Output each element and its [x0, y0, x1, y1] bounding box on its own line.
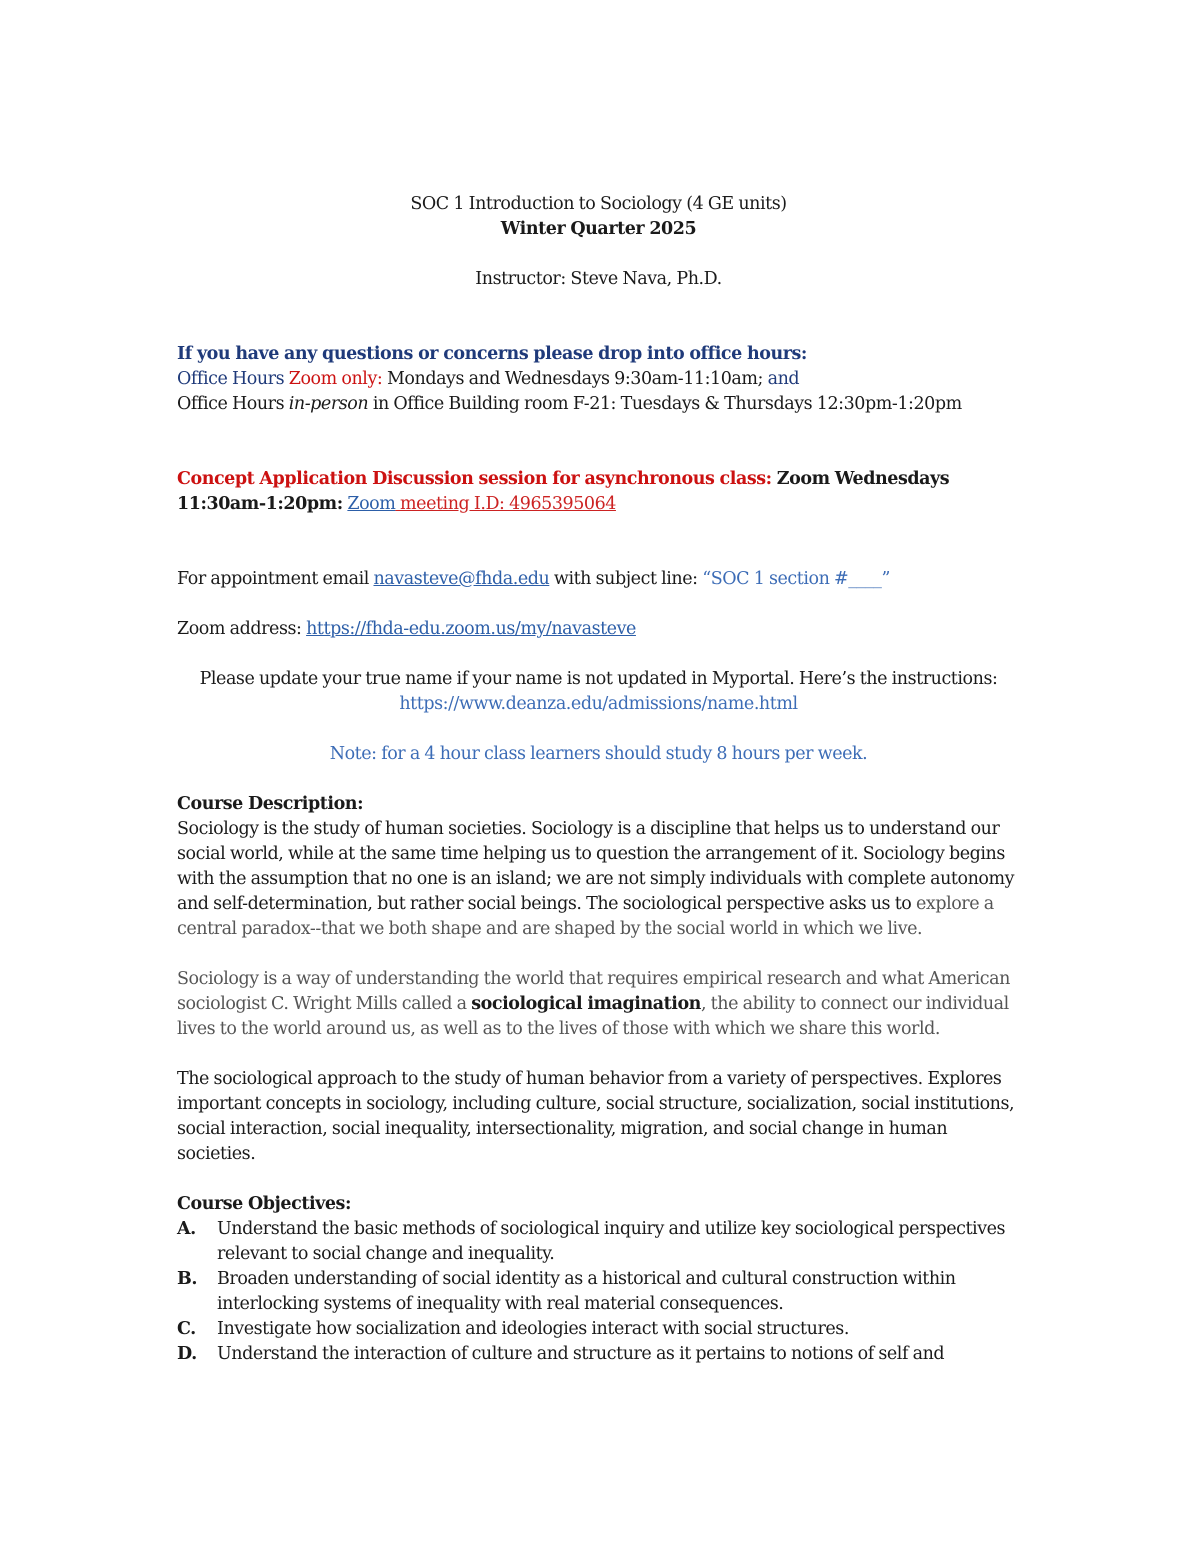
appointment-line: For appointment email navasteve@fhda.edu with subject line: “SOC 1 section #____”: [177, 569, 890, 589]
course-description-heading: Course Description:: [177, 794, 364, 814]
objectives-list: [177, 1217, 1020, 1367]
course-objectives-heading: Course Objectives:: [177, 1194, 351, 1214]
objective-item: A. Understand the basic methods of sociological inquiry and utilize key sociological perspectives relevant to social change and inequality.: [177, 1219, 1006, 1264]
discussion-session: Concept Application Discussion session for asynchronous class: Zoom Wednesdays 11:30am-1:20pm: Zoom meeting I.D: 4965395064: [177, 469, 950, 514]
subject-line: “SOC 1 section #____”: [702, 569, 890, 589]
office-hours-in-person: Office Hours in-person in Office Building room F-21: Tuesdays & Thursdays 12:30pm-1:20pm: [177, 394, 962, 414]
course-description-p3: The sociological approach to the study of human behavior from a variety of perspectives. Explores important concepts in sociology, including culture, social structure, socialization, social institutions, social interaction, social inequality, intersectionality, migration, and social change in human societies.: [177, 1069, 1015, 1164]
objective-item: B. Broaden understanding of social identity as a historical and cultural construction within interlocking systems of inequality with real material consequences.: [177, 1269, 956, 1314]
email-link[interactable]: navasteve@fhda.edu: [373, 569, 550, 589]
office-hours-heading: If you have any questions or concerns please drop into office hours:: [177, 344, 807, 364]
instructor-line: Instructor: Steve Nava, Ph.D.: [475, 269, 722, 289]
course-description-p1: Sociology is the study of human societies. Sociology is a discipline that helps us to understand our social world, while at the same time helping us to question the arrangement of it. Sociology begins with the assumption that no one is an island; we are not simply individuals with complete autonomy and self-determination, but rather social beings. The sociological perspective asks us to explore a central paradox--that we both shape and are shaped by the social world in which we live.: [177, 819, 1015, 939]
term-heading: Winter Quarter 2025: [500, 219, 697, 239]
office-hours-zoom: Office Hours Zoom only: Mondays and Wednesdays 9:30am-11:10am; and: [177, 369, 800, 389]
objective-item: D. Understand the interaction of culture and structure as it pertains to notions of self and: [177, 1344, 945, 1364]
course-title: SOC 1 Introduction to Sociology (4 GE units): [410, 194, 787, 214]
zoom-address-line: Zoom address: https://fhda-edu.zoom.us/my/navasteve: [177, 619, 636, 639]
zoom-address-link[interactable]: https://fhda-edu.zoom.us/my/navasteve: [306, 619, 636, 639]
study-note: Note: for a 4 hour class learners should study 8 hours per week.: [329, 744, 868, 764]
zoom-meeting-id-link[interactable]: meeting I.D: 4965395064: [395, 494, 616, 514]
zoom-link[interactable]: Zoom: [347, 494, 396, 514]
name-update-url[interactable]: https://www.deanza.edu/admissions/name.html: [399, 694, 798, 714]
objective-item: C. Investigate how socialization and ideologies interact with social structures.: [177, 1319, 849, 1339]
name-update-text: Please update your true name if your name is not updated in Myportal. Here’s the instructions:: [199, 669, 998, 689]
course-description-p2: Sociology is a way of understanding the world that requires empirical research and what American sociologist C. Wright Mills called a sociological imagination, the ability to connect our individual lives to the world around us, as well as to the lives of those with which we share this world.: [177, 969, 1010, 1039]
